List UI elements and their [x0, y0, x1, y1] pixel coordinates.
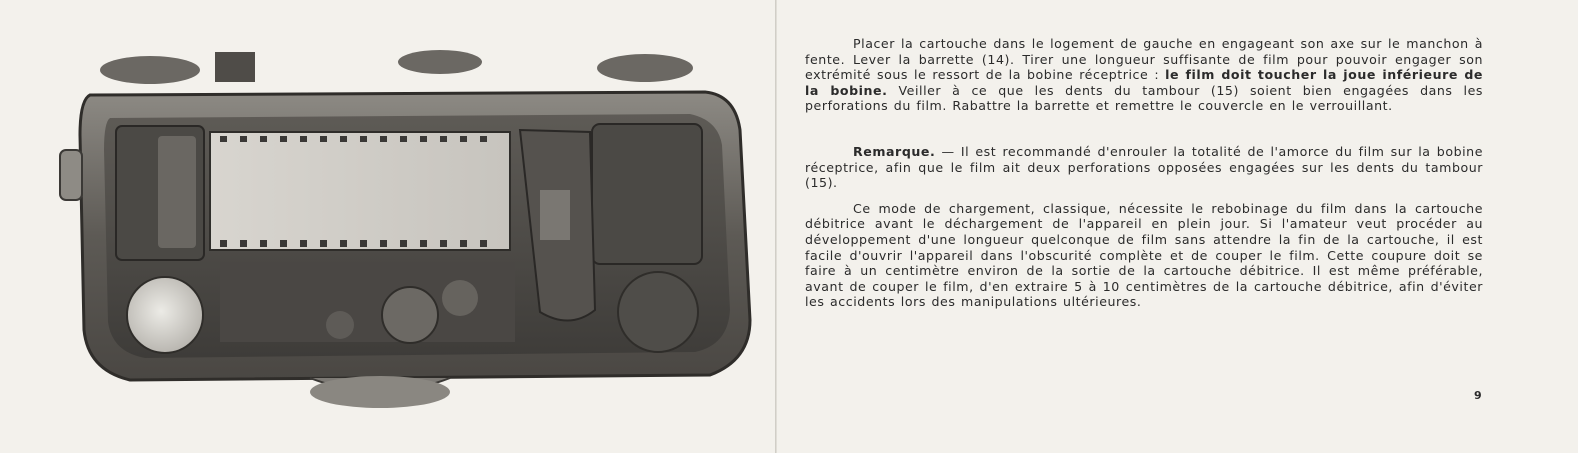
paragraph-unloading-note: Ce mode de chargement, classique, nécessite le rebobinage du film dans la cartouche débitrice avant le déchargement de l'appareil en plein jour. Si l'amateur veut procéder au développement d'une longueur quelconque de film sans attendre la fin de la cartouche, il est facile d'ouvrir l'appareil dans l'obscurité complète et de couper le film. Cette coupure doit se faire à un centimètre environ de la sortie de la cartouche débitrice. Il est même préférable, avant de couper le film, d'en extraire 5 à 10 centimètres de la cartouche débitrice, afin d'éviter les accidents lors des manipulations ultérieures.: [805, 200, 1483, 310]
left-page: [0, 0, 775, 453]
page-number: 9: [1474, 389, 1482, 402]
camera-photo: [50, 40, 770, 420]
paragraph-text: Veiller à ce que les dents du tambour (15) soient bien engagées dans les perforations du film. Rabattre la barrette et remettre le couvercle en le verrouillant.: [805, 82, 1483, 114]
paragraph-loading-instructions: [805, 36, 1483, 114]
paragraph-text: Placer la cartouche dans le logement de gauche en engageant son axe sur le manchon à fente. Lever la barrette (14). Tirer une longueur suffisante de film pour pouvoir engager son extrémité sous le ressort de la bobine réceptrice :: [805, 36, 1483, 83]
page-gutter: [775, 0, 777, 453]
paragraph-remarque: [805, 144, 1483, 191]
paragraph-text: — Il est recommandé d'enrouler la totalité de l'amorce du film sur la bobine réceptrice, afin que le film ait deux perforations opposées engagées sur les dents du tambour (15).: [805, 143, 1483, 191]
open-camera-back-illustration: [50, 40, 770, 420]
remarque-heading: Remarque.: [853, 143, 936, 159]
right-page: [805, 36, 1483, 436]
emphasis-text: le film doit toucher la joue inférieure de la bobine.: [805, 67, 1483, 98]
